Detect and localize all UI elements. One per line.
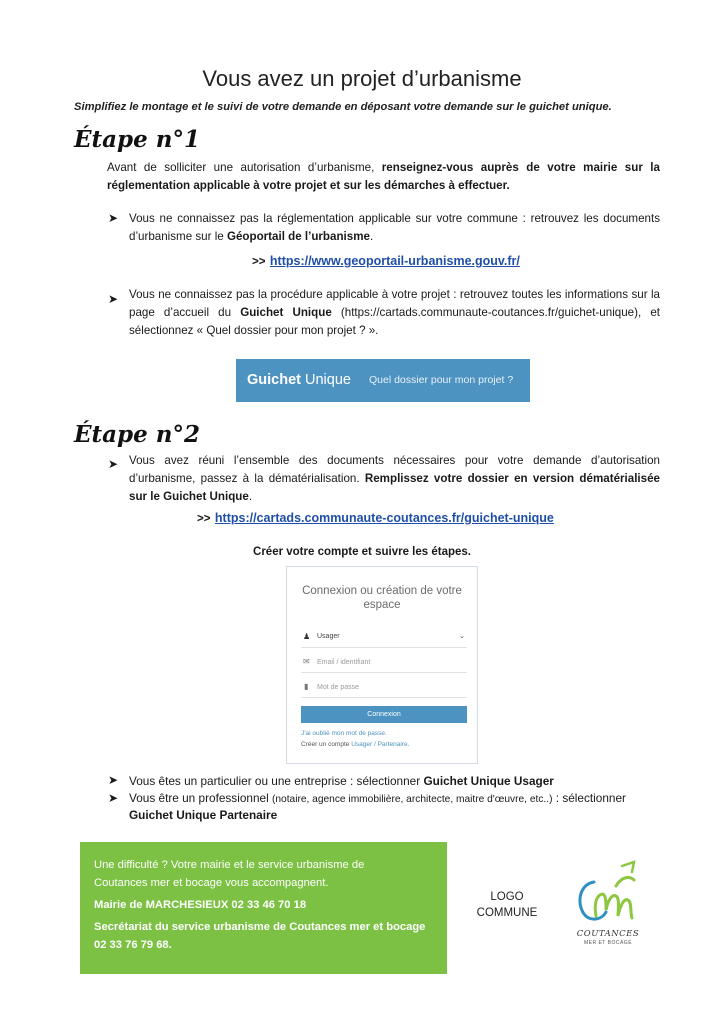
step1-bullet1-end: . bbox=[369, 230, 374, 243]
coutances-name: COUTANCES bbox=[576, 929, 640, 939]
choice-partenaire-text: Vous être un professionnel bbox=[129, 791, 272, 805]
step1-intro-text: Avant de solliciter une autorisation d’urbanisme, bbox=[107, 161, 382, 174]
choice-partenaire-examples: (notaire, agence immobilière, architecte, maitre d'œuvre, etc..) bbox=[271, 794, 553, 805]
step1-bullet1-text: Vous ne connaissez pas la réglementation applicable sur votre commune : retrouvez les documents d’urbanisme sur le bbox=[129, 212, 660, 243]
quel-dossier-link[interactable]: Quel dossier pour mon projet ? bbox=[369, 374, 514, 386]
help-box bbox=[80, 842, 447, 974]
link-prefix: >> bbox=[197, 513, 211, 525]
arrow-bullet-icon: ➤ bbox=[108, 211, 119, 225]
step1-bullet2 bbox=[129, 286, 660, 340]
connexion-button[interactable]: Connexion bbox=[301, 706, 467, 723]
chevron-down-icon: ⌄ bbox=[459, 633, 465, 640]
guichet-unique-label: Guichet Unique bbox=[240, 306, 332, 319]
step1-bullet2-text: Vous ne connaissez pas la procédure applicable à votre projet : retrouvez toutes les informations sur la page d’accueil du bbox=[129, 288, 660, 319]
cartads-link-row bbox=[197, 509, 554, 527]
step2-bullet1 bbox=[129, 452, 660, 506]
forgot-password-link[interactable]: J'ai oublié mon mot de passe. bbox=[301, 730, 387, 737]
guichet-unique-banner[interactable] bbox=[236, 359, 530, 402]
logo-commune-line2: COMMUNE bbox=[476, 907, 538, 919]
guichet-brand bbox=[247, 372, 351, 388]
step1-bullet1 bbox=[129, 210, 660, 246]
guichet-brand-bold: Guichet bbox=[247, 372, 301, 388]
help-line-2: Coutances mer et bocage vous accompagnent. bbox=[94, 877, 329, 889]
secretariat-phone: 02 33 76 79 68. bbox=[94, 939, 172, 951]
logo-commune-placeholder bbox=[466, 889, 548, 921]
choice-partenaire-select: : sélectionner bbox=[552, 791, 626, 805]
email-placeholder: Email / identifiant bbox=[317, 659, 371, 666]
secretariat-label: Secrétariat du service urbanisme de Coutances mer et bocage bbox=[94, 921, 426, 933]
password-field[interactable] bbox=[301, 680, 467, 698]
coutances-tagline: MER ET BOCAGE bbox=[583, 940, 633, 946]
login-panel bbox=[286, 566, 478, 764]
role-value: Usager bbox=[317, 633, 340, 640]
step1-heading: Étape n°1 bbox=[74, 126, 201, 153]
cartads-link[interactable]: https://cartads.communaute-coutances.fr/guichet-unique bbox=[214, 511, 554, 525]
create-account-links[interactable]: Usager / Partenaire. bbox=[351, 741, 410, 748]
arrow-bullet-icon: ➤ bbox=[108, 773, 119, 787]
login-title: Connexion ou création de votre espace bbox=[302, 585, 462, 611]
create-account-line bbox=[301, 741, 409, 748]
help-line-1: Une difficulté ? Votre mairie et le service urbanisme de bbox=[94, 859, 365, 871]
email-field[interactable] bbox=[301, 655, 467, 673]
password-placeholder: Mot de passe bbox=[317, 684, 360, 691]
arrow-bullet-icon: ➤ bbox=[108, 791, 119, 805]
step2-bullet1-text: Vous avez réuni l’ensemble des documents nécessaires pour votre demande d’autorisation d’urbanisme, passez à la dématérialisation. bbox=[129, 454, 660, 485]
choice-partenaire-bold: Guichet Unique Partenaire bbox=[129, 808, 278, 822]
step1-intro-bold: renseignez-vous auprès de votre mairie sur la réglementation applicable à votre projet et sur les démarches à effectuer. bbox=[107, 161, 660, 192]
mairie-phone: Mairie de MARCHESIEUX 02 33 46 70 18 bbox=[94, 899, 307, 911]
envelope-icon: ✉ bbox=[303, 657, 310, 666]
page-subtitle: Simplifiez le montage et le suivi de votre demande en déposant votre demande sur le guichet unique. bbox=[74, 101, 612, 113]
step2-bullet1-end: . bbox=[248, 490, 253, 503]
arrow-bullet-icon: ➤ bbox=[108, 457, 119, 471]
lock-icon: ▮ bbox=[304, 682, 309, 691]
step1-bullet2-end: (https://cartads.communaute-coutances.fr/guichet-unique), et sélectionnez « Quel dossier pour mon projet ? ». bbox=[129, 306, 660, 337]
step2-heading: Étape n°2 bbox=[74, 421, 201, 448]
coutances-logo-mark bbox=[572, 858, 644, 928]
step2-bullet1-bold: Remplissez votre dossier en version dématérialisée sur le Guichet Unique bbox=[129, 472, 660, 503]
logo-commune-line1: LOGO bbox=[490, 891, 524, 903]
role-select[interactable] bbox=[301, 630, 467, 648]
guichet-brand-rest: Unique bbox=[300, 372, 351, 388]
geoportail-link-row bbox=[252, 252, 520, 270]
page-title: Vous avez un projet d’urbanisme bbox=[202, 66, 522, 91]
choice-usager-text: Vous êtes un particulier ou une entreprise : sélectionner bbox=[129, 774, 424, 788]
create-account-text: Créer votre compte et suivre les étapes. bbox=[253, 546, 471, 558]
step1-intro bbox=[107, 159, 660, 195]
arrow-bullet-icon: ➤ bbox=[108, 292, 119, 306]
geoportail-link[interactable]: https://www.geoportail-urbanisme.gouv.fr/ bbox=[269, 254, 520, 268]
geoportail-label: Géoportail de l’urbanisme bbox=[226, 230, 370, 243]
coutances-logo bbox=[572, 858, 644, 948]
user-icon: ♟ bbox=[303, 632, 311, 641]
link-prefix: >> bbox=[252, 256, 266, 268]
choice-usager-bold: Guichet Unique Usager bbox=[423, 774, 554, 788]
create-account-prefix: Créer un compte bbox=[301, 741, 352, 748]
choice-usager bbox=[129, 774, 554, 788]
choice-partenaire bbox=[129, 791, 626, 805]
